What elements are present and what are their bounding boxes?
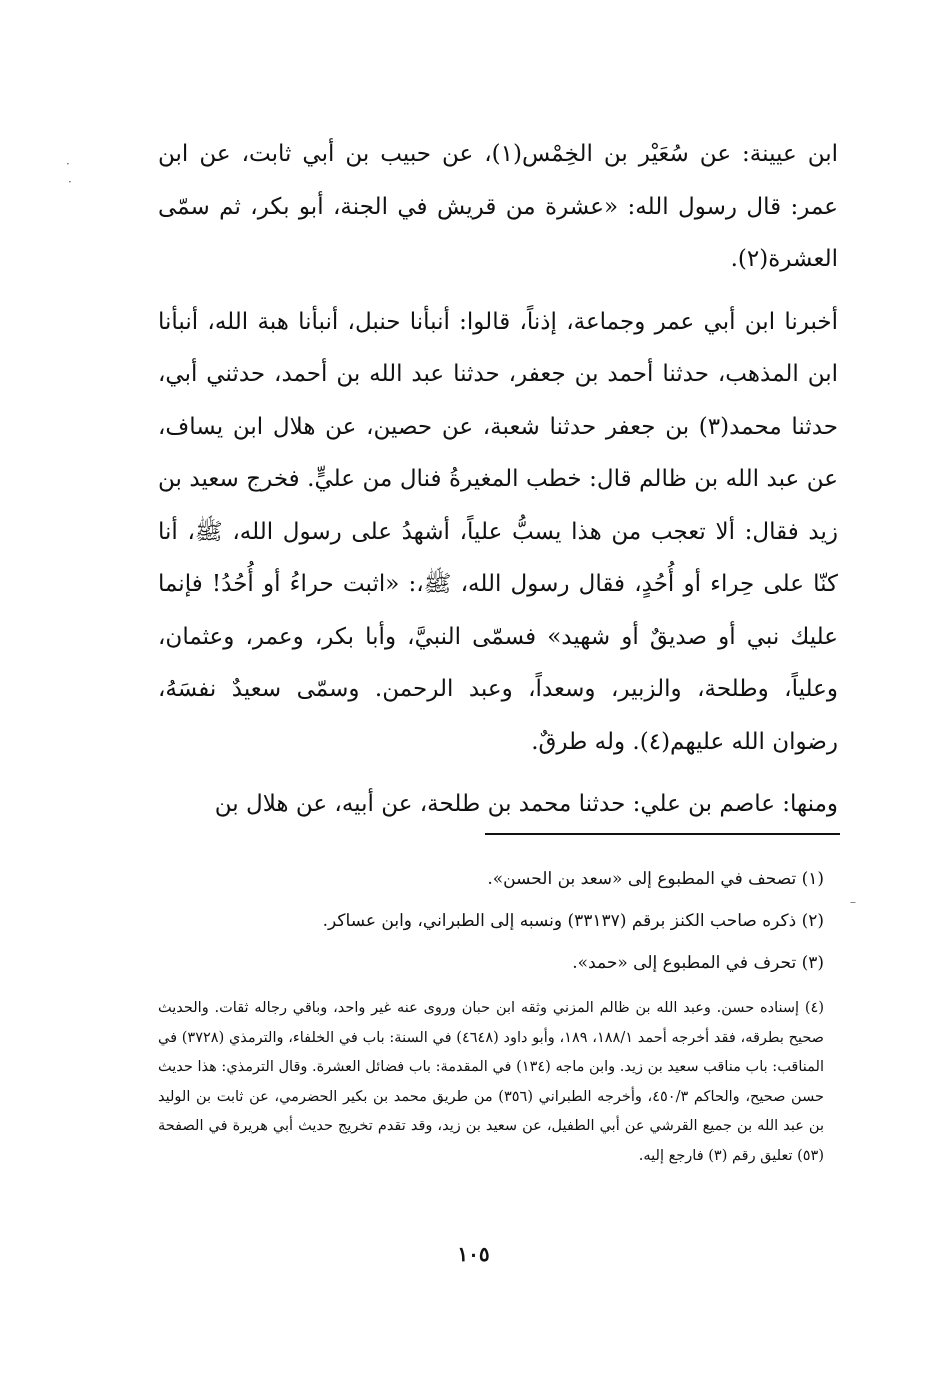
footnote-4: (٤) إسناده حسن. وعبد الله بن ظالم المزني وثقه ابن حبان وروى عنه غير واحد، وباقي رجاله ثقات. والحديث صحيح بطرقه، فقد أخرجه أحمد ١٨٨/١، ١٨٩، وأبو داود (٤٦٤٨) في السنة: باب في الخلفاء، والترمذي (٣٧٢٨) في المناقب: باب مناقب سعيد بن زيد. وابن ماجه (١٣٤) في المقدمة: باب فضائل العشرة. وقال الترمذي: هذا حديث حسن صحيح، والحاكم ٤٥٠/٣، وأخرجه الطبراني (٣٥٦) من طريق محمد بن بكير الحضرمي، عن ثابت بن الوليد بن عبد الله بن جميع القرشي عن أبي الطفيل، عن سعيد بن زيد، وقد تقدم تخريج حديث أبي هريرة في الصفحة (٥٣) تعليق رقم (٣) فارجع إليه. bbox=[158, 1000, 825, 1164]
footnotes-section bbox=[158, 858, 838, 1171]
footnote-divider bbox=[485, 833, 840, 835]
main-paragraph-3: ومنها: عاصم بن علي: حدثنا محمد بن طلحة، عن أبيه، عن هلال بن bbox=[214, 791, 838, 817]
footnote-1: (١) تصحف في المطبوع إلى «سعد بن الحسن». bbox=[487, 869, 824, 889]
scan-speck: – bbox=[850, 895, 856, 909]
main-paragraph-1: ابن عيينة: عن سُعَيْر بن الخِمْس(١)، عن حبيب بن أبي ثابت، عن ابن عمر: قال رسول الله: «عشرة من قريش في الجنة، أبو بكر، ثم سمّى العشرة(٢). bbox=[158, 141, 838, 272]
page-number: ١٠٥ bbox=[457, 1242, 490, 1266]
scan-speck: · bbox=[66, 157, 70, 171]
main-text-body bbox=[158, 128, 838, 831]
scan-speck: · bbox=[68, 175, 72, 189]
footnote-3: (٣) تحرف في المطبوع إلى «حمد». bbox=[572, 953, 824, 973]
footnote-2: (٢) ذكره صاحب الكنز برقم (٣٣١٣٧) ونسبه إلى الطبراني، وابن عساكر. bbox=[322, 911, 824, 931]
main-paragraph-2: أخبرنا ابن أبي عمر وجماعة، إذناً، قالوا: أنبأنا حنبل، أنبأنا هبة الله، أنبأنا ابن المذهب، حدثنا أحمد بن جعفر، حدثنا عبد الله بن أحمد، حدثني أبي، حدثنا محمد(٣) بن جعفر حدثنا شعبة، عن حصين، عن هلال ابن يساف، عن عبد الله بن ظالم قال: خطب المغيرةُ فنال من عليٍّ. فخرج سعيد بن زيد فقال: ألا تعجب من هذا يسبُّ علياً، أشهدُ على رسول الله، ﷺ، أنا كنّا على حِراء أو أُحُدٍ، فقال رسول الله، ﷺ،: «اثبت حراءُ أو أُحُدُ! فإنما عليك نبي أو صديقٌ أو شهيد» فسمّى النبيَّ، وأبا بكر، وعمر، وعثمان، وعلياً، وطلحة، والزبير، وسعداً، وعبد الرحمن. وسمّى سعيدٌ نفسَهُ، رضوان الله عليهم(٤). وله طرقٌ. bbox=[158, 308, 838, 755]
